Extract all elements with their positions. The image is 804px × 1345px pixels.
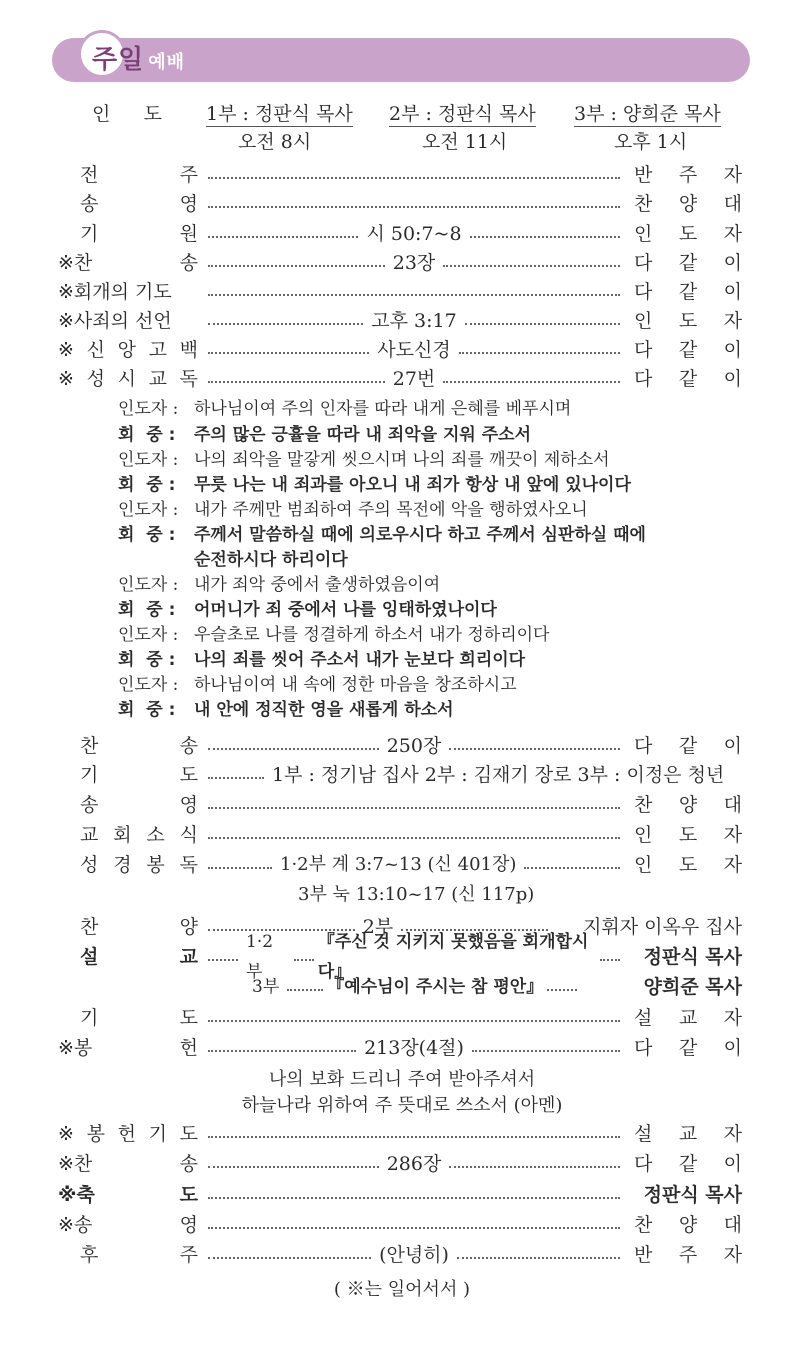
congregation-line: 회 중 : 주의 많은 긍휼을 따라 내 죄악을 지워 주소서	[118, 425, 532, 445]
order-row-offering-prayer: ※ 봉 헌 기 도 설 교 자	[58, 1123, 742, 1145]
offering-lyrics-line-2: 하늘나라 위하여 주 뜻대로 쓰소서 (아멘)	[241, 1095, 563, 1116]
congregation-line: 회 중 : 무릇 나는 내 죄과를 아오니 내 죄가 항상 내 앞에 있나이다	[118, 475, 631, 495]
order-row: ※ 신 앙 고 백 사도신경 다 같 이	[58, 339, 742, 361]
title-main: 주일	[92, 45, 145, 75]
leader-line: 인도자 : 우슬초로 나를 정결하게 하소서 내가 정하리이다	[118, 625, 550, 645]
leader-line: 인도자 : 하나님이여 주의 인자를 따라 내게 은혜를 베푸시며	[118, 399, 572, 419]
order-row-prayer-sermon: 기 도 설 교 자	[80, 1007, 742, 1029]
service-2-time: 오전 11시	[422, 131, 508, 153]
service-3-time: 오후 1시	[614, 131, 688, 153]
congregation-line: 회 중 : 어머니가 죄 중에서 나를 잉태하였나이다	[118, 600, 497, 620]
scripture-part3: 3부 눅 13:10~17 (신 117p)	[298, 884, 535, 905]
page-title	[92, 42, 185, 78]
order-row: 전 주 반 주 자	[80, 164, 742, 186]
title-sub: 예배	[148, 52, 186, 73]
order-row-doxology-choir: 송 영 찬 양 대	[80, 794, 742, 816]
service-3-leader: 3부 : 양희준 목사	[574, 103, 721, 125]
service-1-time: 오전 8시	[238, 131, 312, 153]
order-row-offering: ※ 봉 헌 213장(4절) 다 같 이	[58, 1037, 742, 1059]
order-row: 기 원 시 50:7~8 인 도 자	[80, 223, 742, 245]
order-row: 송 영 찬 양 대	[80, 193, 742, 215]
congregation-line: 회 중 : 내 안에 정직한 영을 새롭게 하소서	[118, 700, 454, 720]
service-1-leader: 1부 : 정판식 목사	[206, 103, 353, 125]
congregation-line: 회 중 : 나의 죄를 씻어 주소서 내가 눈보다 희리이다	[118, 650, 526, 670]
leader-line: 인도자 : 내가 주께만 범죄하여 주의 목전에 악을 행하였사오니	[118, 500, 588, 520]
congregation-line: 순전하시다 하리이다	[194, 550, 348, 570]
order-row-church-news: 교 회 소 식 인 도 자	[80, 824, 742, 846]
order-row: ※ 성 시 교 독 27번 다 같 이	[58, 368, 742, 390]
order-row-hymn-250: 찬 송 250장 다 같 이	[80, 735, 742, 757]
order-row: ※ 사죄의 선언 고후 3:17 인 도 자	[58, 310, 742, 332]
order-row-anthem: 찬 양 2부 지휘자 이옥우 집사	[80, 916, 742, 938]
order-row: ※ 찬 송 23장 다 같 이	[58, 252, 742, 274]
offering-lyrics-line-1: 나의 보화 드리니 주여 받아주셔서	[268, 1069, 536, 1090]
leader-line: 인도자 : 내가 죄악 중에서 출생하였음이여	[118, 575, 441, 595]
congregation-line: 회 중 : 주께서 말씀하실 때에 의로우시다 하고 주께서 심판하실 때에	[118, 525, 646, 545]
order-row: ※ 회개의 기도 다 같 이	[58, 281, 742, 303]
leader-line: 인도자 : 하나님이여 내 속에 정한 마음을 창조하시고	[118, 675, 517, 695]
order-row-sermon: 설 교 1·2부 『주신 것 지키지 못했음을 회개합시다』 정판식 목사	[80, 932, 742, 982]
leader-label: 인 도	[92, 103, 162, 125]
order-row-sermon-part3: 3부 『예수님이 주시는 참 평안』 양희준 목사	[252, 976, 742, 998]
order-row-doxology: ※ 송 영 찬 양 대	[58, 1214, 742, 1236]
footnote: ( ※는 일어서서 )	[333, 1279, 471, 1300]
order-row-scripture: 성 경 봉 독 1·2부 계 3:7~13 (신 401장) 인 도 자	[80, 854, 742, 876]
leader-line: 인도자 : 나의 죄악을 말갛게 씻으시며 나의 죄를 깨끗이 제하소서	[118, 450, 610, 470]
order-row-hymn-286: ※ 찬 송 286장 다 같 이	[58, 1153, 742, 1175]
order-row-postlude: 후 주 (안녕히) 반 주 자	[80, 1244, 742, 1266]
order-row-benediction: ※ 축 도 정판식 목사	[58, 1184, 742, 1206]
service-2-leader: 2부 : 정판식 목사	[389, 103, 536, 125]
order-row-prayer: 기 도 1부 : 정기남 집사 2부 : 김재기 장로 3부 : 이정은 청년	[80, 764, 725, 786]
